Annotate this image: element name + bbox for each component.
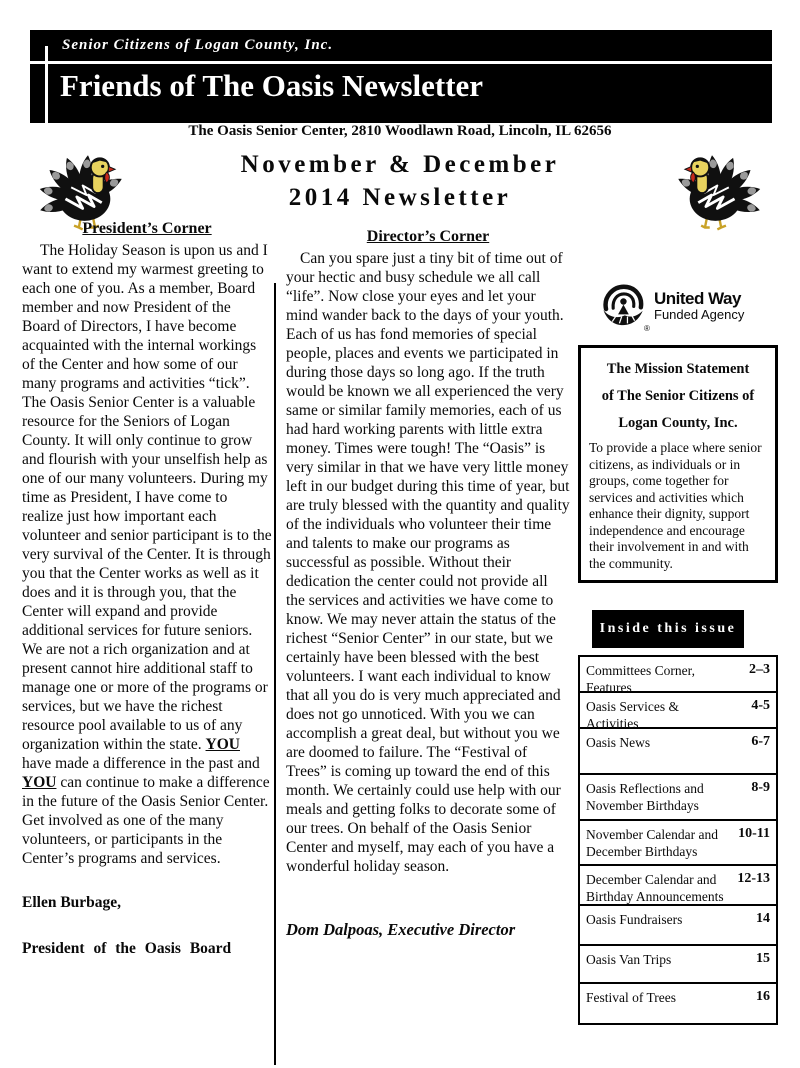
toc-row: [580, 819, 776, 864]
mission-body: To provide a place where senior citizens, as individuals or in groups, come together for services and activities which enhance their dignity, support independence and encourage their involvement in and with the community.: [589, 440, 762, 571]
table-of-contents: [578, 655, 778, 1025]
toc-item-pages: 4-5: [751, 698, 770, 713]
toc-item-label: Festival of Trees: [586, 990, 677, 1005]
center-address: The Oasis Senior Center, 2810 Woodlawn Road, Lincoln, IL 62656: [188, 123, 612, 139]
united-way-icon: [598, 282, 648, 329]
toc-row: [580, 691, 776, 731]
toc-item-pages: 8-9: [751, 780, 770, 795]
presidents-corner-article: [22, 220, 272, 958]
issue-title: [160, 148, 640, 214]
cross-horizontal-line: [30, 61, 772, 64]
inside-this-issue-banner: Inside this issue: [592, 610, 744, 648]
toc-row: [580, 944, 776, 982]
mission-heading: The Mission Statement of The Senior Citizens of Logan County, Inc.: [601, 361, 755, 431]
turkey-icon: [662, 137, 767, 234]
toc-item-label: Oasis Van Trips: [586, 952, 672, 967]
toc-item-label: Committees Corner, Features: [586, 663, 695, 695]
toc-item-label: December Calendar and Birthday Announcements: [586, 872, 724, 904]
toc-item-label: Oasis Reflections and November Birthdays: [586, 781, 704, 813]
toc-row: [580, 982, 776, 1023]
masthead-banner: [30, 30, 772, 123]
issue-title-line2: 2014 Newsletter: [288, 184, 512, 211]
presidents-corner-heading: President’s Corner: [82, 220, 212, 237]
directors-corner-heading: Director’s Corner: [366, 228, 490, 245]
toc-item-pages: 15: [756, 951, 770, 966]
united-way-subtitle: Funded Agency: [654, 307, 745, 322]
toc-item-pages: 12-13: [737, 871, 770, 886]
united-way-badge: [598, 282, 768, 336]
toc-item-label: Oasis Services & Activities: [586, 699, 679, 731]
toc-row: [580, 864, 776, 904]
president-signature-title: President of the Oasis Board: [22, 940, 232, 957]
newsletter-title: Friends of The Oasis Newsletter: [60, 68, 484, 103]
emphasis-you: YOU: [22, 774, 57, 791]
president-signature-name: Ellen Burbage,: [22, 894, 122, 911]
toc-item-pages: 6-7: [751, 734, 770, 749]
toc-row: [580, 657, 776, 695]
toc-row: [580, 904, 776, 944]
toc-row: [580, 773, 776, 819]
emphasis-you: YOU: [205, 736, 240, 753]
registered-trademark: ®: [644, 324, 650, 333]
toc-item-pages: 10-11: [738, 826, 770, 841]
presidents-corner-body: The Holiday Season is upon us and I want to extend my warmest greeting to each one of you. As a member, Board member and now President of the Board of Directors, I have become acquainted with the internal workings of the Center and how some of our many programs and activities “tick”. The Oasis Senior Center is a valuable resource for the Seniors of Logan County. It will only continue to grow and flourish with your unselfish help as one of our many volunteers. During my time as President, I have come to realize just how important each volunteer and senior participant is to the very survival of the Center. It is through you that the Center works as well as it does and it is through you, that the Center will expand and provide additional services for future seniors. We are not a rich organization and at present cannot hire additional staff to manage one or more of the programs or services, but we have the richest resource pool available to us of any organization within the state. YOU have made a difference in the past and YOU can continue to make a difference in the future of the Oasis Senior Center. Get involved as one of the many volunteers, or participants in the Center’s programs and services.: [22, 242, 272, 867]
cross-vertical-line: [45, 46, 48, 123]
mission-statement-box: [578, 345, 778, 583]
toc-item-pages: 16: [756, 989, 770, 1004]
turkey-eye: [101, 165, 104, 168]
toc-item-label: Oasis Fundraisers: [586, 912, 683, 927]
issue-title-line1: November & December: [240, 151, 560, 178]
toc-item-label: Oasis News: [586, 735, 651, 750]
toc-item-pages: 14: [756, 911, 770, 926]
column-separator-line: [274, 283, 276, 1065]
toc-item-pages: 2–3: [749, 662, 770, 677]
directors-corner-body: Can you spare just a tiny bit of time out of your hectic and busy schedule we all call “life”. Now close your eyes and let your mind wander back to the days of your youth. Each of us has fond memories of special people, places and events we participated in during those days so long ago. If the truth would be known we all experienced the very same or similar family memories, each of us had hard working parents with little extra money. Times were tough! The “Oasis” is very similar in that we have very little money left in our budget during this time of year, but are truly blessed with the quantity and quality of the individuals who volunteer their time and talents to make our programs as successful as possible. Without their dedication the center could not provide all the services and activities we have come to know. We may never attain the status of the richest “Senior Center” in our state, but we certainly have been blessed with the best volunteers. I want each individual to know that all you do is very much appreciated and does not go unnoticed. With you we can accomplish a great deal, but without you we are doomed to failure. The “Festival of Trees” is coming up toward the end of this month. We certainly could use help with our meals and getting folks to decorate some of our trees. On behalf of the Oasis Senior Center and myself, may each of you have a wonderful holiday season.: [286, 250, 570, 875]
toc-item-label: November Calendar and December Birthdays: [586, 827, 718, 859]
organization-name: Senior Citizens of Logan County, Inc.: [62, 37, 334, 53]
united-way-name: United Way: [654, 289, 741, 308]
turkey-wattle: [105, 172, 110, 183]
director-signature: Dom Dalpoas, Executive Director: [286, 920, 516, 939]
turkey-beak: [108, 166, 115, 172]
toc-row: [580, 727, 776, 773]
directors-corner-article: [286, 228, 570, 940]
